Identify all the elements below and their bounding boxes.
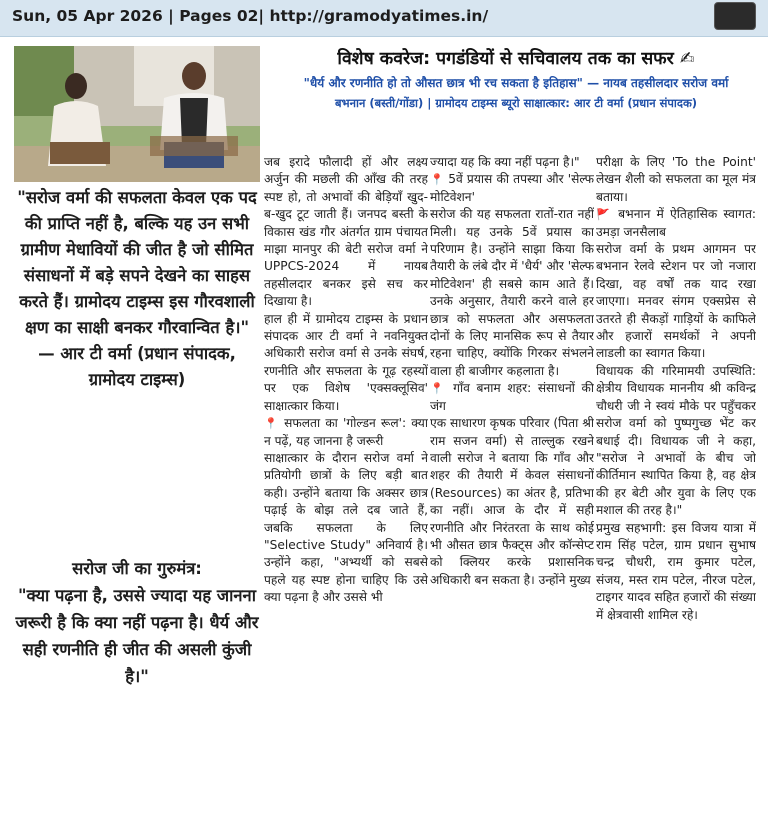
paragraph: हाल ही में ग्रामोदय टाइम्स के प्रधान संपादक आर टी वर्मा ने नवनियुक्त अधिकारी सरोज वर्मा से उनके संघर्ष, रणनीति और सफलता के गूढ़ रहस्यों पर एक विशेष 'एक्सक्लूसिव' साक्षात्कार किया। (264, 311, 428, 413)
article-column-2 (430, 154, 594, 814)
gurumantra-title: सरोज जी का गुरुमंत्र: (72, 559, 202, 578)
pin-icon: 📍 (430, 382, 447, 396)
paragraph: विधायक की गरिमामयी उपस्थिति: क्षेत्रीय विधायक माननीय श्री कविन्द्र चौधरी जी ने स्वयं मौके पर पहुँचकर सरोज वर्मा को पुष्पगुच्छ भेंट कर बधाई दी। विधायक जी ने कहा, "सरोज ने अभावों के बीच जो कीर्तिमान स्थापित किया है, वह क्षेत्र की हर बेटी और युवा के लिए एक मशाल की तरह है।" (596, 363, 756, 518)
paragraph: साक्षात्कार के दौरान सरोज वर्मा ने प्रतियोगी छात्रों के लिए बड़ी बात कही। उन्होंने बताया कि अक्सर छात्र पढ़ाई के बोझ तले दब जाते हैं, जबकि सफलता के लिए "Selective Study" अनिवार्य है। उन्होंने कहा, "अभ्यर्थी को सबसे पहले यह स्पष्ट होना चाहिए कि उसे क्या पढ़ना है और उससे भी (264, 450, 428, 605)
paragraph: प्रमुख सहभागी: इस विजय यात्रा में राम सिंह पटेल, ग्राम प्रधान सुभाष चन्द्र चौधरी, राम कुमार पटेल, संजय, मस्त राम पटेल, नीरज पटेल, टाइगर यादव सहित हजारों की संख्या में क्षेत्रवासी शामिल रहे। (596, 520, 756, 622)
article-column-1 (264, 154, 428, 814)
byline: बभनान (बस्ती/गोंडा) | ग्रामोदय टाइम्स ब्यूरो साक्षात्कार: आर टी वर्मा (प्रधान संपादक) (334, 96, 698, 110)
gurumantra-text: "क्या पढ़ना है, उससे ज्यादा यह जानना जरूरी है कि क्या नहीं पढ़ना है। धैर्य और सही रणनीति ही जीत की असली कुंजी है।" (15, 586, 259, 686)
dateline: Sun, 05 Apr 2026 | Pages 02| http://gramodyatimes.in/ (12, 7, 489, 25)
flag-icon: 🚩 (596, 208, 612, 222)
editor-quote-text: "सरोज वर्मा की सफलता केवल एक पद की प्राप्ति नहीं है, बल्कि यह उन सभी ग्रामीण मेधावियों की जीत है जो सीमित संसाधनों में बड़े सपने देखने का साहस करते हैं। ग्रामोदय टाइम्स इस गौरवशाली क्षण का साक्षी बनकर गौरवान्वित है।" — आर टी वर्मा (प्रधान संपादक, ग्रामोदय टाइम्स) (17, 188, 257, 389)
gurumantra-box (14, 556, 260, 690)
paragraph: एक साधारण कृषक परिवार (पिता श्री राम सजन वर्मा) से ताल्लुक रखने वाली सरोज ने बताया कि गाँव और शहर की तैयारी में केवल संसाधनों (Resources) का अंतर है, प्रतिभा का नहीं। आज के दौर में सही रणनीति और निरंतरता के साथ कोई भी औसत छात्र फैक्ट्स और कॉन्सेप्ट को क्लियर करके प्रशासनिक अधिकारी बन सकता है। उन्होंने मुख्य (430, 416, 594, 587)
subheading (430, 380, 594, 415)
subheading (264, 415, 428, 450)
paragraph: जब इरादे फौलादी हों और लक्ष्य अर्जुन की मछली की आँख की तरह स्पष्ट हो, तो अभावों की बेड़ियाँ खुद-ब-खुद टूट जाती हैं। जनपद बस्ती के विकास खंड गौर अंतर्गत ग्राम पंचायत माझा मानपुर की बेटी सरोज वर्मा ने UPPCS-2024 में नायब तहसीलदार बनकर इसे सच कर दिखाया है। (264, 155, 428, 309)
pin-icon: 📍 (264, 417, 279, 431)
newspaper-logo (714, 2, 756, 30)
masthead-bar (0, 0, 768, 37)
subheading-text: बभनान में ऐतिहासिक स्वागत: उमड़ा जनसैलाब (596, 207, 756, 239)
paragraph: सरोज की यह सफलता रातों-रात नहीं मिली। यह उनके 5वें प्रयास का परिणाम है। उन्होंने साझा किया कि तैयारी के लंबे दौर में 'धैर्य' और 'सेल्फ मोटिवेशन' ही सबसे काम आते हैं। उनके अनुसार, तैयारी करने वाले हर छात्र को सफलता और असफलता दोनों के लिए मानसिक रूप से तैयार रहना चाहिए, क्योंकि गिरकर संभलने वाला ही बाजीगर कहलाता है। (430, 207, 594, 378)
headline-block (268, 40, 764, 112)
subheading-text: 5वें प्रयास की तपस्या और 'सेल्फ मोटिवेशन' (430, 172, 594, 204)
editor-quote (14, 185, 260, 503)
subheading-text: गाँव बनाम शहर: संसाधनों की जंग (430, 381, 594, 413)
article-column-3 (596, 154, 756, 814)
interview-photo (14, 46, 260, 182)
paragraph: परीक्षा के लिए 'To the Point' लेखन शैली को सफलता का मूल मंत्र बताया। (596, 155, 756, 204)
subheading (430, 171, 594, 206)
subheading (596, 206, 756, 241)
pin-icon: 📍 (430, 173, 444, 187)
subheading-text: सफलता का 'गोल्डन रूल': क्या न पढ़ें, यह जानना है जरूरी (264, 416, 428, 448)
paragraph: सरोज वर्मा के प्रथम आगमन पर बभनान रेलवे स्टेशन पर जो नजारा दिखा, वह वर्षों तक याद रखा जाएगा। मनवर संगम एक्सप्रेस से उतरते ही सैकड़ों गाड़ियों के काफिले और हजारों समर्थकों ने अपनी लाडली का स्वागत किया। (596, 242, 756, 361)
headline-title: विशेष कवरेज: पगडंडियों से सचिवालय तक का सफर ✍ (337, 49, 695, 69)
paragraph: ज्यादा यह कि क्या नहीं पढ़ना है।" (430, 155, 580, 169)
headline-subtitle: "धैर्य और रणनीति हो तो औसत छात्र भी रच सकता है इतिहास" — नायब तहसीलदार सरोज वर्मा (303, 76, 729, 90)
